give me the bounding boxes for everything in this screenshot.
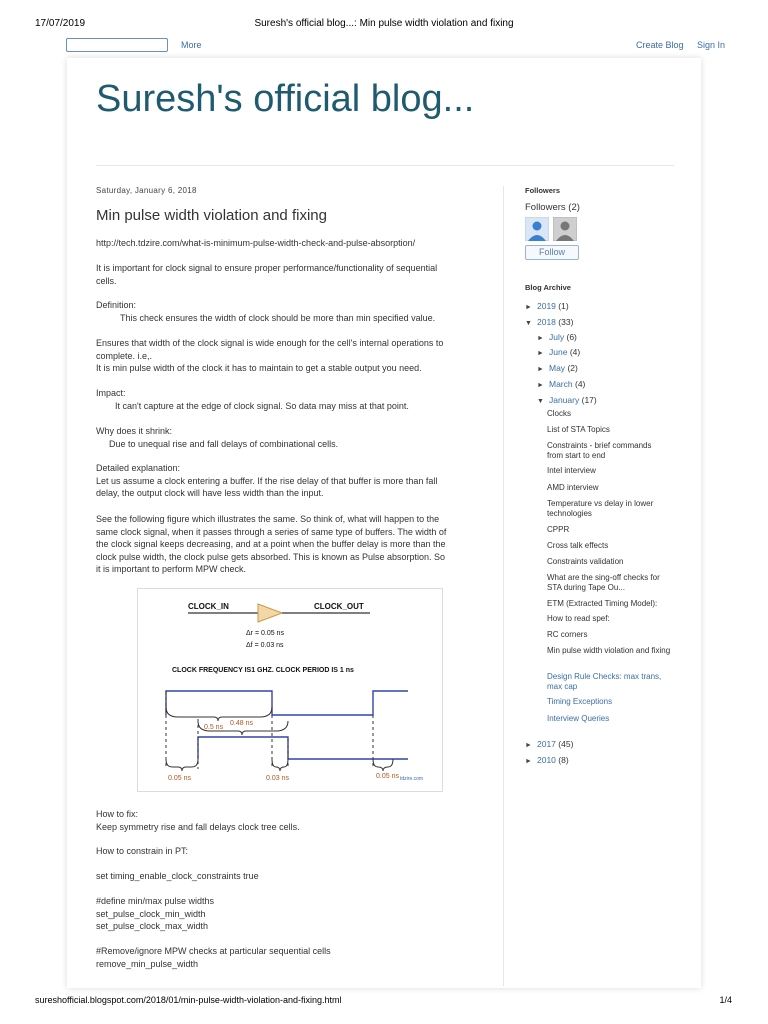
para-detailed bbox=[96, 462, 476, 500]
archive-count: (45) bbox=[558, 739, 574, 749]
blogger-navbar bbox=[0, 38, 768, 52]
para-ensures bbox=[96, 337, 476, 375]
page-number: 1/4 bbox=[719, 995, 732, 1005]
archive-post-link[interactable]: Timing Exceptions bbox=[547, 697, 613, 706]
delay-brace bbox=[373, 759, 393, 771]
archive-post-link[interactable]: CPPR bbox=[547, 525, 570, 534]
archive-month-label[interactable]: July bbox=[549, 332, 565, 342]
post-date: Saturday, January 6, 2018 bbox=[96, 186, 197, 195]
follower-avatar[interactable] bbox=[525, 217, 549, 241]
archive-month-july[interactable] bbox=[537, 332, 577, 344]
page-url: sureshofficial.blogspot.com/2018/01/min-pulse-width-violation-and-fixing.html bbox=[35, 995, 342, 1005]
post-body bbox=[96, 237, 476, 250]
expand-arrow-icon[interactable]: ► bbox=[537, 350, 544, 357]
text-line: Detailed explanation: bbox=[96, 463, 181, 473]
archive-post-link[interactable]: ETM (Extracted Timing Model): bbox=[547, 599, 658, 608]
rise-delay-label: Δr = 0.05 ns bbox=[246, 630, 284, 637]
archive-post-link[interactable]: How to read spef: bbox=[547, 614, 610, 623]
text-line: This check ensures the width of clock should be more than min specified value. bbox=[120, 312, 436, 323]
fall-delay-label: Δf = 0.03 ns bbox=[246, 642, 284, 649]
archive-year-2019[interactable] bbox=[525, 301, 569, 313]
follow-button[interactable]: Follow bbox=[525, 245, 579, 260]
text-line: cells. bbox=[96, 275, 117, 286]
text-line: Definition: bbox=[96, 300, 137, 310]
watermark: tdzire.com bbox=[400, 776, 424, 782]
para-definition bbox=[96, 299, 476, 324]
width-label: 0.5 ns bbox=[204, 724, 224, 731]
archive-year-label[interactable]: 2019 bbox=[537, 301, 556, 311]
followers-count: Followers (2) bbox=[525, 202, 580, 213]
code-line: set_pulse_clock_min_width bbox=[96, 908, 206, 919]
delay-brace bbox=[272, 759, 288, 771]
output-clock-waveform bbox=[198, 737, 408, 759]
archive-count: (1) bbox=[558, 301, 569, 311]
text-line: Keep symmetry rise and fall delays clock tree cells. bbox=[96, 821, 300, 832]
archive-post-link[interactable]: Clocks bbox=[547, 409, 572, 418]
text-line: How to constrain in PT: bbox=[96, 846, 189, 856]
archive-count: (2) bbox=[567, 363, 578, 373]
archive-year-2017[interactable] bbox=[525, 739, 573, 751]
clock-out-label: CLOCK_OUT bbox=[314, 602, 364, 611]
input-clock-waveform bbox=[166, 691, 408, 715]
archive-post-link[interactable]: Intel interview bbox=[547, 466, 596, 475]
archive-month-june[interactable] bbox=[537, 347, 580, 359]
archive-count: (17) bbox=[581, 395, 597, 405]
para-shrink bbox=[96, 425, 476, 450]
follower-avatar[interactable] bbox=[553, 217, 577, 241]
sign-in-link[interactable]: Sign In bbox=[697, 40, 726, 50]
code-line: set_pulse_clock_max_width bbox=[96, 921, 209, 931]
para-define bbox=[96, 895, 476, 933]
blog-title[interactable]: Suresh's official blog... bbox=[96, 78, 475, 120]
archive-month-label[interactable]: June bbox=[549, 347, 568, 357]
archive-year-label[interactable]: 2017 bbox=[537, 739, 556, 749]
archive-post-link[interactable]: Temperature vs delay in lower technologies bbox=[547, 499, 654, 518]
para-constrain bbox=[96, 845, 476, 858]
text-line: Impact: bbox=[96, 388, 126, 398]
blog-archive-heading: Blog Archive bbox=[525, 283, 571, 292]
expand-arrow-icon[interactable]: ► bbox=[525, 742, 532, 749]
text-line: it is important to perform MPW check. bbox=[96, 564, 247, 574]
delay-brace bbox=[166, 759, 198, 771]
code-line: set timing_enable_clock_constraints true bbox=[96, 871, 259, 881]
delay-label: 0.05 ns bbox=[168, 775, 191, 782]
archive-month-label[interactable]: May bbox=[549, 363, 566, 373]
archive-post-link[interactable]: What are the sing-off checks for STA during Tape Ou... bbox=[547, 573, 660, 592]
timing-diagram bbox=[138, 589, 442, 791]
archive-post-link[interactable]: Constraints - brief commands from start to end bbox=[547, 441, 652, 460]
expand-arrow-icon[interactable]: ► bbox=[525, 304, 532, 311]
text-line: clock pulse width, the clock pulse gets absorbed. This is known as Pulse absorption. So bbox=[96, 551, 446, 562]
archive-month-january[interactable] bbox=[537, 395, 597, 407]
archive-month-may[interactable] bbox=[537, 363, 578, 375]
para-figure-intro bbox=[96, 513, 476, 576]
followers-heading: Followers bbox=[525, 186, 561, 195]
archive-year-2018[interactable] bbox=[525, 317, 573, 329]
expand-arrow-icon[interactable]: ► bbox=[537, 335, 544, 342]
archive-year-label[interactable]: 2010 bbox=[537, 755, 556, 765]
archive-count: (33) bbox=[558, 317, 574, 327]
para-fix bbox=[96, 808, 476, 833]
archive-post-link[interactable]: Constraints validation bbox=[547, 557, 624, 566]
text-line: Why does it shrink: bbox=[96, 426, 173, 436]
archive-post-link[interactable]: RC corners bbox=[547, 630, 588, 639]
text-line: It is min pulse width of the clock it has to maintain to get a stable output you need. bbox=[96, 363, 422, 373]
code-line: remove_min_pulse_width bbox=[96, 958, 199, 969]
search-input[interactable] bbox=[66, 38, 168, 52]
archive-count: (6) bbox=[566, 332, 577, 342]
delay-label: 0.03 ns bbox=[266, 775, 289, 782]
archive-post-link[interactable]: Cross talk effects bbox=[547, 541, 609, 550]
pulse-width-figure[interactable] bbox=[137, 588, 443, 792]
text-line: It can't capture at the edge of clock signal. So data may miss at that point. bbox=[115, 400, 409, 411]
archive-month-march[interactable] bbox=[537, 379, 585, 391]
header-divider bbox=[96, 165, 674, 166]
text-line: complete. i.e,. bbox=[96, 350, 153, 361]
text-line: It is important for clock signal to ensure proper performance/functionality of sequential bbox=[96, 263, 438, 273]
text-line: Ensures that width of the clock signal is wide enough for the cell's internal operations to bbox=[96, 338, 444, 348]
collapse-arrow-icon[interactable]: ▼ bbox=[537, 398, 544, 405]
create-blog-link[interactable]: Create Blog bbox=[636, 40, 684, 50]
text-line: same clock signal, when it passes through a series of same type of buffers. The width of bbox=[96, 526, 447, 537]
text-line: See the following figure which illustrates the same. So think of, what will happen to the bbox=[96, 514, 440, 524]
archive-post-link[interactable]: Min pulse width violation and fixing bbox=[547, 646, 671, 655]
archive-post-link[interactable]: Design Rule Checks: max trans, max cap bbox=[547, 672, 662, 691]
archive-year-2010[interactable] bbox=[525, 755, 569, 767]
text-line: Due to unequal rise and fall delays of combinational cells. bbox=[109, 438, 339, 449]
sidebar-divider bbox=[503, 186, 504, 986]
archive-post-link[interactable]: List of STA Topics bbox=[547, 425, 610, 434]
width-brace bbox=[166, 707, 272, 721]
code-line: #Remove/ignore MPW checks at particular sequential cells bbox=[96, 946, 331, 956]
text-line: the clock signal keeps decreasing, and at a point when the buffer delay is more than the bbox=[96, 539, 446, 549]
archive-year-label[interactable]: 2018 bbox=[537, 317, 556, 327]
archive-post-link[interactable]: Interview Queries bbox=[547, 714, 610, 723]
text-line: Let us assume a clock entering a buffer. If the rise delay of that buffer is more than fall bbox=[96, 475, 438, 486]
expand-arrow-icon[interactable]: ► bbox=[525, 758, 532, 765]
width-label: 0.48 ns bbox=[230, 720, 253, 727]
text-line: How to fix: bbox=[96, 809, 139, 819]
expand-arrow-icon[interactable]: ► bbox=[537, 366, 544, 373]
delay-label: 0.05 ns bbox=[376, 773, 399, 780]
archive-count: (4) bbox=[575, 379, 586, 389]
text-line: delay, the output clock will have less width than the input. bbox=[96, 488, 324, 498]
code-line: #define min/max pulse widths bbox=[96, 896, 215, 906]
para-set bbox=[96, 870, 476, 883]
archive-month-label[interactable]: January bbox=[549, 395, 580, 405]
clock-in-label: CLOCK_IN bbox=[188, 602, 229, 611]
para-impact bbox=[96, 387, 476, 412]
expand-arrow-icon[interactable]: ► bbox=[537, 382, 544, 389]
post-title[interactable]: Min pulse width violation and fixing bbox=[96, 207, 327, 224]
archive-post-link[interactable]: AMD interview bbox=[547, 483, 599, 492]
para-intro bbox=[96, 262, 476, 287]
archive-month-label[interactable]: March bbox=[549, 379, 573, 389]
buffer-icon bbox=[258, 604, 282, 622]
more-link[interactable]: More bbox=[181, 40, 202, 50]
collapse-arrow-icon[interactable]: ▼ bbox=[525, 320, 532, 327]
clock-caption: CLOCK FREQUENCY IS1 GHZ. CLOCK PERIOD IS 1 ns bbox=[172, 667, 354, 674]
archive-count: (4) bbox=[569, 347, 581, 357]
archive-count: (8) bbox=[558, 755, 569, 765]
print-title: Suresh's official blog...: Min pulse width violation and fixing bbox=[254, 18, 514, 29]
print-date: 17/07/2019 bbox=[35, 18, 86, 29]
source-link[interactable]: http://tech.tdzire.com/what-is-minimum-pulse-width-check-and-pulse-absorption/ bbox=[96, 238, 416, 248]
para-remove bbox=[96, 945, 476, 970]
